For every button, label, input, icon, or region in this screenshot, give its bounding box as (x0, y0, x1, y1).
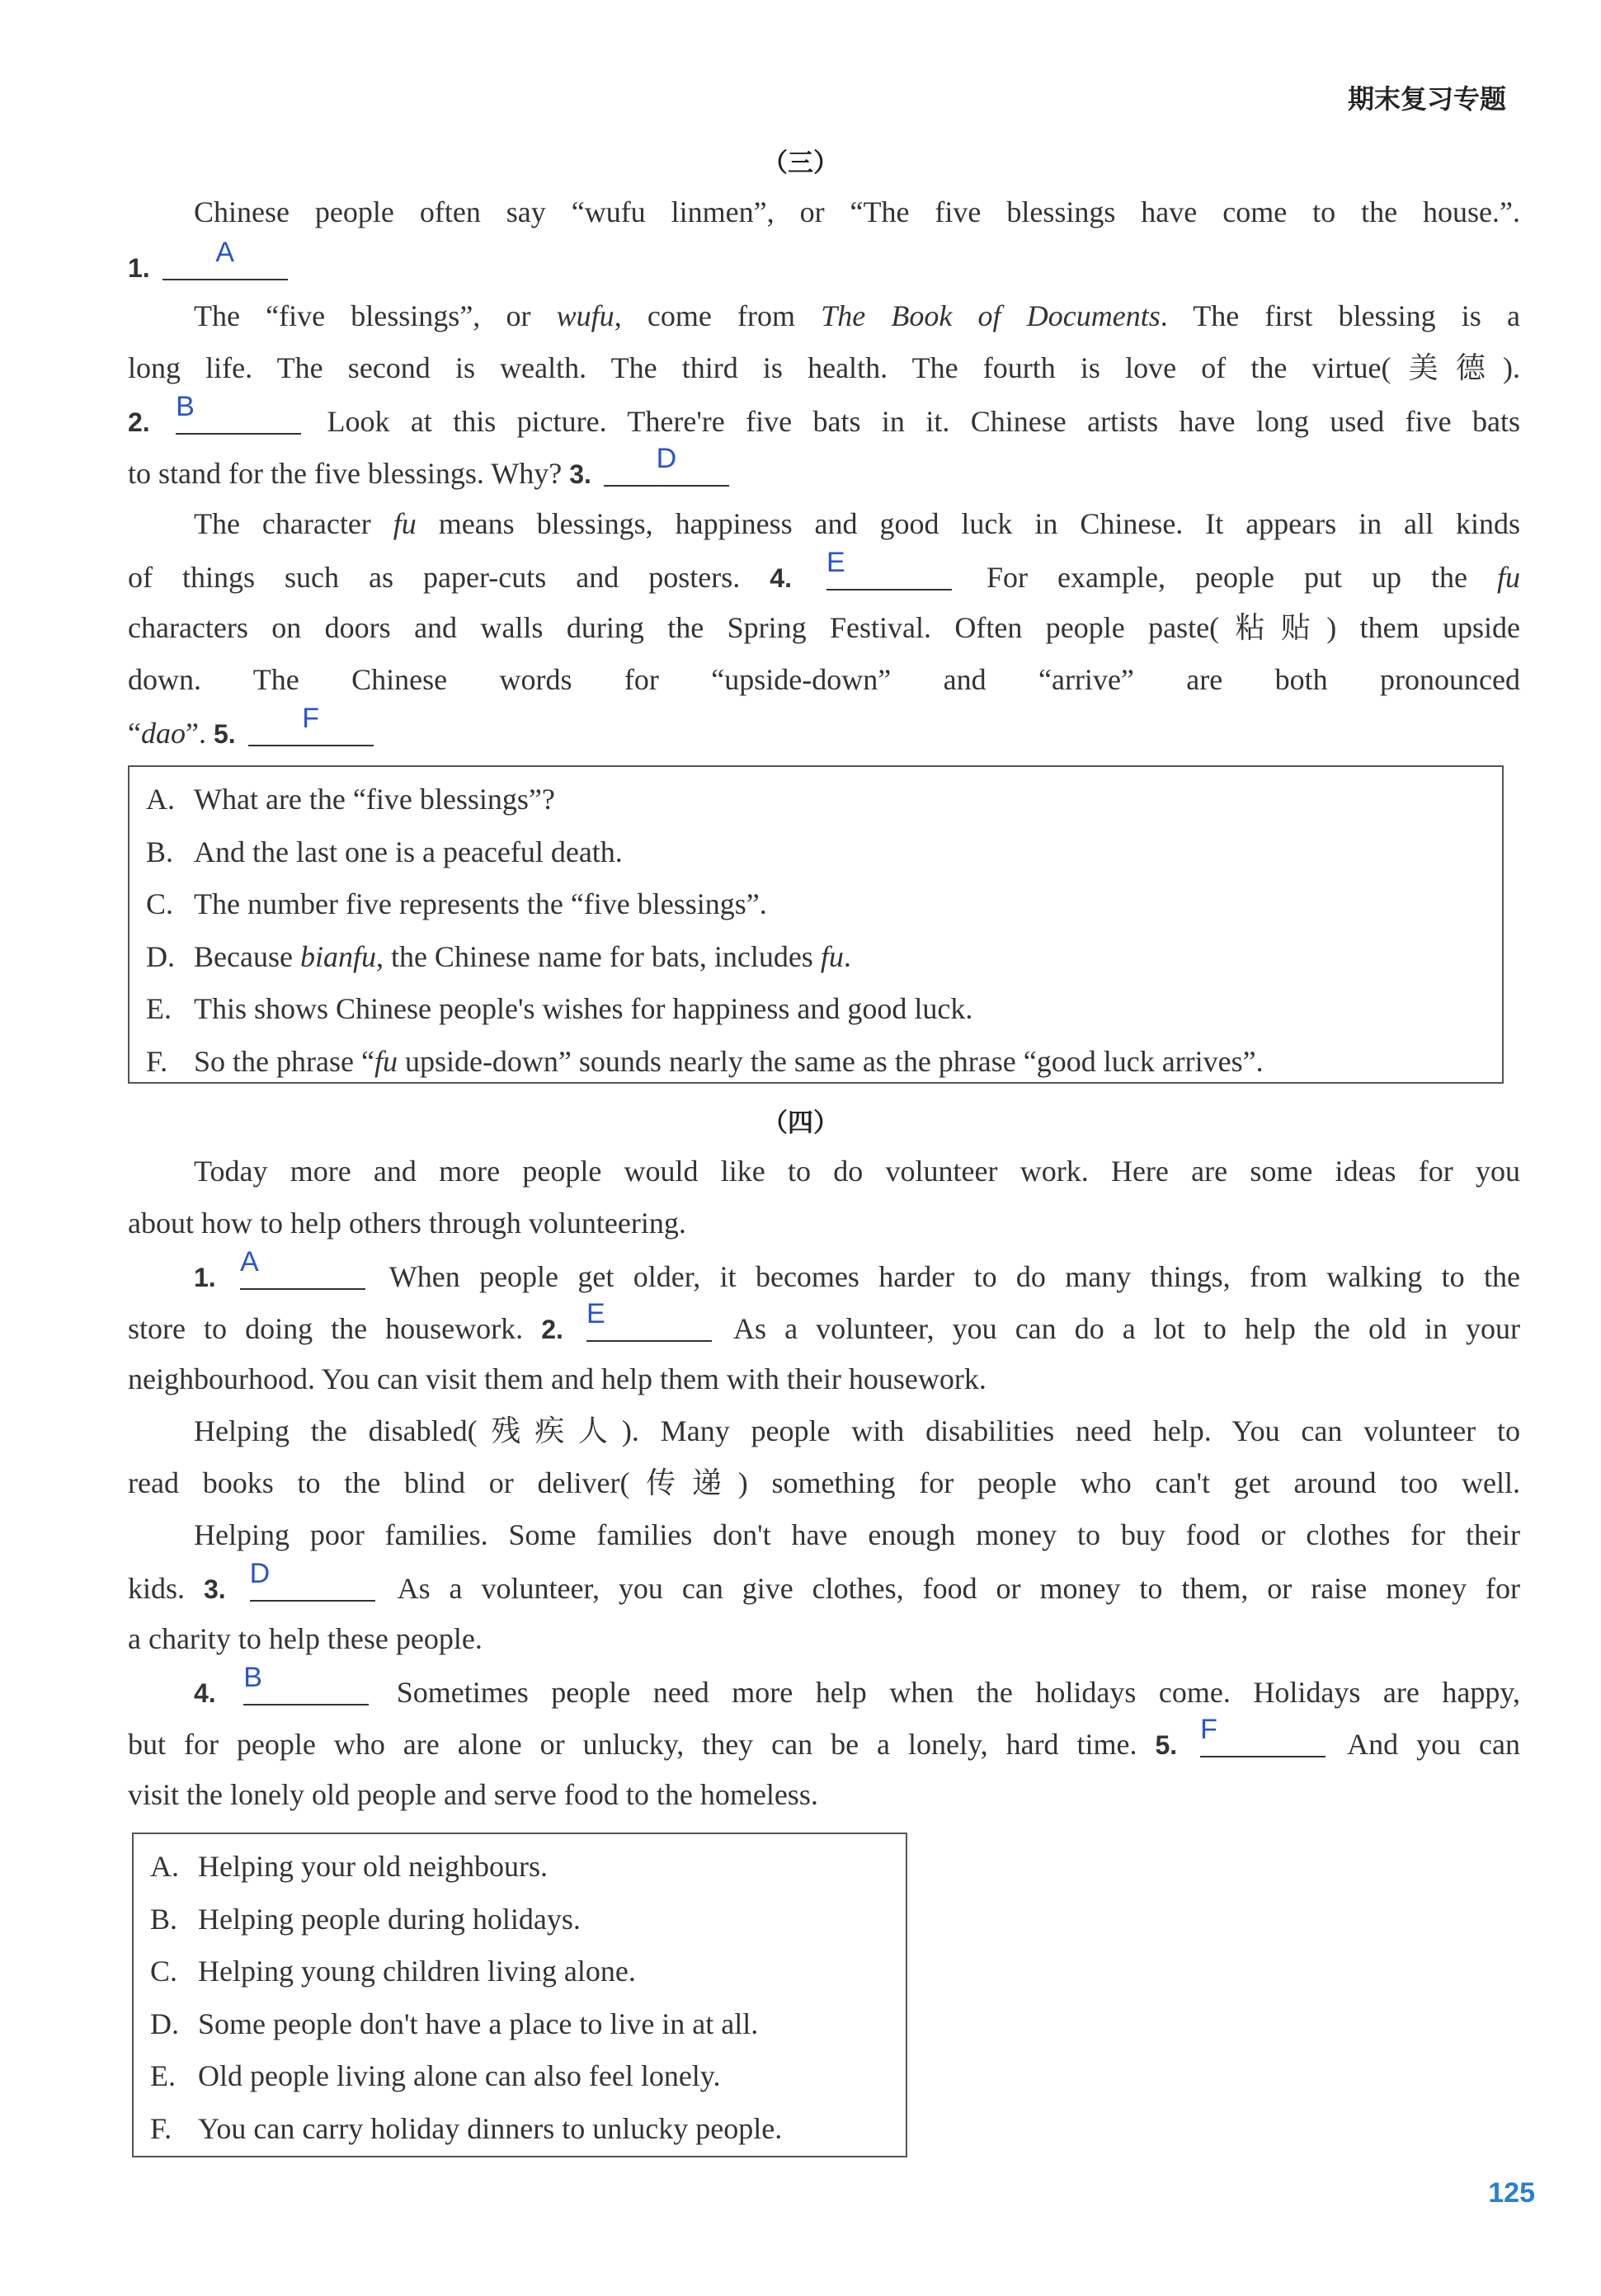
answer-blank (240, 1246, 365, 1290)
sec4-line-2: about how to help others through volunteering. (128, 1207, 686, 1240)
option-a (146, 774, 1502, 826)
text: When people get older, it becomes harder to do many things, from walking to the (388, 1260, 1521, 1293)
sec3-line-1: Chinese people often say “wufu linmen”, or “The five blessings have come to the house.”. (194, 195, 1520, 228)
sec4-line-1: Today more and more people would like to do volunteer work. Here are some ideas for you (194, 1155, 1520, 1188)
option-letter: D. (146, 939, 175, 973)
handwritten-answer: F (302, 703, 320, 734)
sec3-line-2 (128, 237, 1520, 286)
text: , come from (614, 299, 822, 332)
sec3-line-9: characters on doors and walls during the Spring Festival. Often people paste(粘贴) them upside (128, 611, 1520, 644)
sec4-line-10: a charity to help these people. (128, 1622, 483, 1655)
sec3-line-8 (128, 547, 1521, 596)
option-d (146, 931, 1502, 984)
text: The character (194, 507, 393, 540)
question-number: 1. (128, 253, 150, 283)
option-letter: C. (146, 887, 174, 920)
italic-term: fu (1497, 561, 1521, 594)
text: of things such as paper-cuts and posters. (128, 561, 741, 594)
handwritten-answer: A (240, 1246, 259, 1277)
sec3-line-7 (128, 506, 1520, 542)
option-text: What are the “five blessings”? (194, 783, 555, 816)
option-text: upside-down” sounds nearly the same as the phrase “good luck arrives”. (397, 1044, 1264, 1078)
answer-blank (826, 547, 952, 590)
option-text: Helping your old neighbours. (198, 1850, 548, 1883)
handwritten-answer: B (176, 391, 195, 422)
question-number: 3. (569, 459, 591, 489)
handwritten-answer: A (215, 237, 235, 268)
text: As a volunteer, you can do a lot to help the old in your (733, 1312, 1521, 1345)
text: ”. (185, 717, 206, 750)
option-a (150, 1841, 906, 1894)
sec4-line-4 (128, 1298, 1521, 1348)
answer-blank (248, 703, 374, 746)
option-f (150, 2103, 906, 2156)
answer-blank (586, 1298, 712, 1342)
sec3-line-4: long life. The second is wealth. The third is health. The fourth is love of the virtue(美德). (128, 351, 1520, 384)
answer-blank (249, 1558, 375, 1602)
option-c (146, 878, 1502, 931)
sec4-line-8: Helping poor families. Some families don't have enough money to buy food or clothes for their (194, 1518, 1520, 1551)
italic-term: fu (820, 939, 844, 973)
text: but for people who are alone or unlucky, they can be a lonely, hard time. (128, 1728, 1137, 1761)
text: Look at this picture. There're five bats in it. Chinese artists have long used five bats (327, 405, 1521, 438)
text: . The first blessing is a (1160, 299, 1520, 332)
sec4-line-6: Helping the disabled(残疾人). Many people with disabilities need help. You can volunteer to (194, 1414, 1520, 1447)
sec4-line-11 (128, 1662, 1521, 1711)
option-text: Some people don't have a place to live in at all. (198, 2007, 759, 2040)
answer-blank (176, 391, 301, 435)
question-number: 5. (1155, 1730, 1178, 1760)
option-letter: A. (150, 1850, 179, 1883)
option-text: . (843, 939, 851, 973)
text: And you can (1347, 1728, 1520, 1761)
option-text: This shows Chinese people's wishes for happiness and good luck. (194, 992, 973, 1025)
sec3-line-5 (128, 391, 1521, 440)
option-letter: E. (146, 992, 172, 1025)
answer-blank (1200, 1714, 1326, 1757)
question-number: 5. (213, 719, 236, 749)
section-4-title: （四） (762, 1108, 839, 1138)
option-e (150, 2050, 906, 2103)
sec4-line-9 (128, 1558, 1521, 1607)
option-letter: B. (150, 1902, 178, 1936)
section-3-title: （三） (762, 148, 839, 178)
sec4-line-7: read books to the blind or deliver(传递) something for people who can't get around too well. (128, 1466, 1520, 1499)
text: Sometimes people need more help when the holidays come. Holidays are happy, (396, 1676, 1521, 1709)
option-letter: D. (150, 2007, 179, 2040)
handwritten-answer: B (243, 1662, 262, 1693)
running-head: 期末复习专题 (1347, 83, 1506, 115)
italic-term: bianfu (299, 939, 376, 973)
question-number: 3. (203, 1574, 226, 1604)
sec3-line-11 (128, 703, 1520, 752)
option-letter: E. (150, 2059, 176, 2092)
option-text: And the last one is a peaceful death. (194, 835, 623, 868)
option-text: Because (194, 939, 300, 973)
question-number: 2. (128, 407, 150, 437)
sec3-line-10: down. The Chinese words for “upside-down” and “arrive” are both pronounced (128, 663, 1520, 696)
option-f (146, 1036, 1502, 1089)
option-letter: B. (146, 835, 174, 868)
handwritten-answer: D (249, 1558, 271, 1589)
handwritten-answer: E (586, 1298, 605, 1329)
handwritten-answer: F (1200, 1714, 1217, 1745)
option-letter: C. (150, 1955, 178, 1988)
option-text: Helping people during holidays. (198, 1902, 581, 1936)
option-text: The number five represents the “five blessings”. (194, 887, 767, 920)
italic-term: fu (374, 1044, 398, 1078)
option-text: So the phrase “ (194, 1044, 374, 1078)
option-d (150, 1998, 906, 2051)
sec4-line-3 (128, 1246, 1521, 1296)
option-text: Old people living alone can also feel lonely. (198, 2059, 721, 2092)
answer-blank (243, 1662, 369, 1706)
option-b (146, 826, 1502, 879)
question-number: 4. (770, 563, 792, 593)
option-b (150, 1894, 906, 1946)
italic-term: dao (140, 717, 186, 750)
option-c (150, 1945, 906, 1998)
sec3-line-3 (128, 298, 1520, 334)
italic-term: fu (393, 507, 417, 540)
text: For example, people put up the (986, 561, 1468, 594)
handwritten-answer: D (656, 443, 677, 474)
option-letter: A. (146, 783, 175, 816)
option-text: Helping young children living alone. (198, 1955, 636, 1988)
sec3-line-6 (128, 443, 1520, 492)
options-box-section-3 (128, 765, 1504, 1084)
option-e (146, 983, 1502, 1036)
text: means blessings, happiness and good luck in Chinese. It appears in all kinds (416, 507, 1520, 540)
text: “ (128, 717, 141, 750)
text: to stand for the five blessings. Why? (128, 457, 563, 490)
handwritten-answer: E (826, 547, 845, 578)
page-number: 125 (1488, 2177, 1535, 2209)
options-box-section-4 (132, 1833, 907, 2157)
option-text: , the Chinese name for bats, includes (375, 939, 821, 973)
italic-term: wufu (556, 299, 615, 332)
text: The “five blessings”, or (194, 299, 557, 332)
question-number: 4. (194, 1678, 216, 1708)
text: As a volunteer, you can give clothes, food or money to them, or raise money for (397, 1572, 1521, 1605)
question-number: 1. (194, 1263, 216, 1292)
sec4-line-5: neighbourhood. You can visit them and help them with their housework. (128, 1362, 986, 1395)
option-letter: F. (150, 2111, 172, 2145)
text: store to doing the housework. (128, 1312, 524, 1345)
sec4-line-12 (128, 1714, 1520, 1763)
text: kids. (128, 1572, 186, 1605)
sec4-line-13: visit the lonely old people and serve food to the homeless. (128, 1778, 818, 1811)
italic-title: The Book of Documents (821, 299, 1161, 332)
option-text: You can carry holiday dinners to unlucky people. (198, 2111, 783, 2145)
question-number: 2. (541, 1315, 563, 1344)
answer-blank (604, 443, 729, 487)
answer-blank (162, 237, 288, 280)
option-letter: F. (146, 1044, 168, 1078)
